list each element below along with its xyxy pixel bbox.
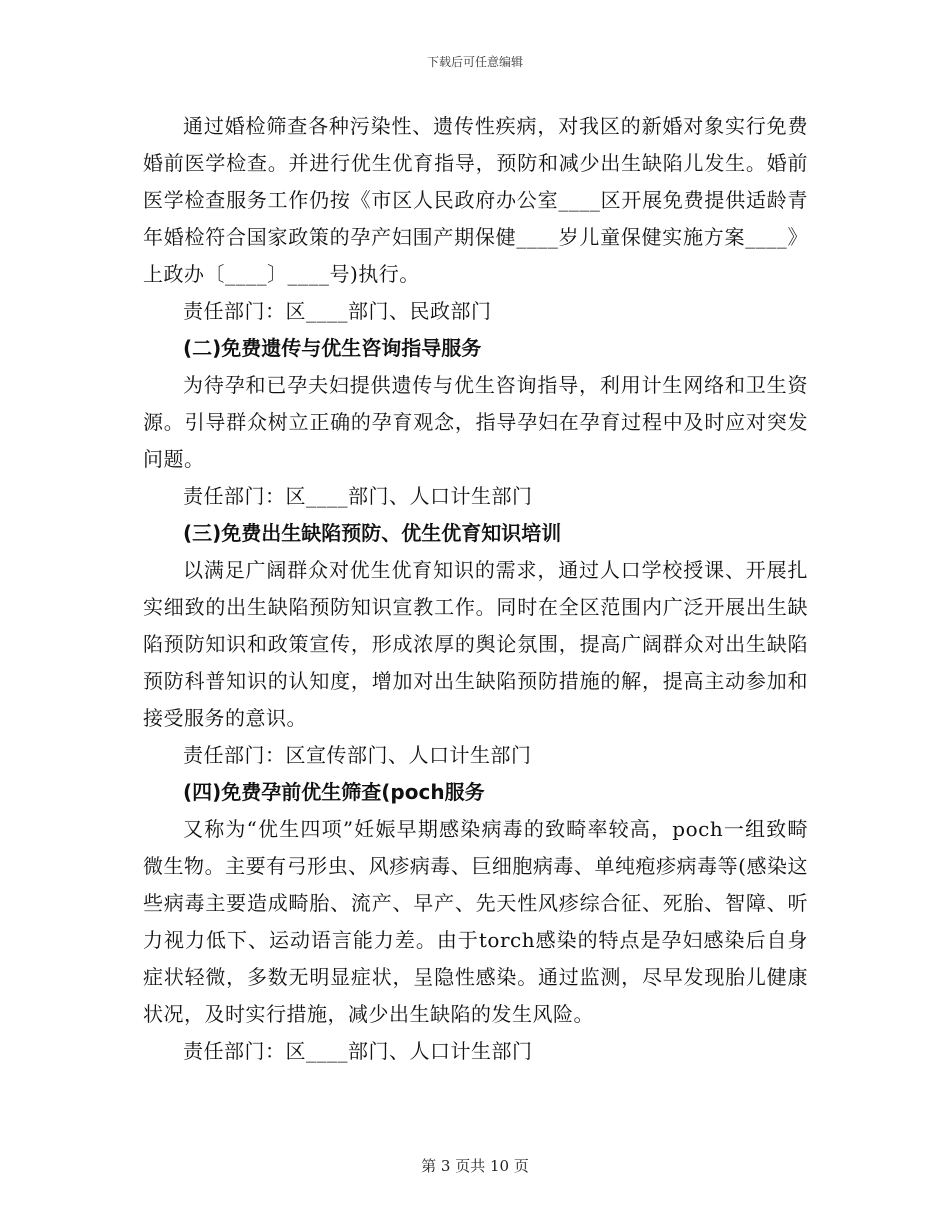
paragraph-premarital-exam: 通过婚检筛查各种污染性、遗传性疾病，对我区的新婚对象实行免费婚前医学检查。并进行优生优育指导，预防和减少出生缺陷儿发生。婚前医学检查服务工作仍按《市区人民政府办公室____区开展免费提供适龄青年婚检符合国家政策的孕产妇围产期保健____岁儿童保健实施方案____》上政办〔____〕____号)执行。 [143,114,808,286]
responsible-dept-3: 责任部门：区宣传部门、人口计生部门 [183,743,532,767]
section-heading-3: (三)免费出生缺陷预防、优生优育知识培训 [183,521,562,545]
paragraph-birth-defect-training: 以满足广阔群众对优生优育知识的需求，通过人口学校授课、开展扎实细致的出生缺陷预防知识宣教工作。同时在全区范围内广泛开展出生缺陷预防知识和政策宣传，形成浓厚的舆论氛围，提高广阔群众对出生缺陷预防科普知识的认知度，增加对出生缺陷预防措施的解，提高主动参加和接受服务的意识。 [143,558,808,730]
section-heading-4: (四)免费孕前优生筛查(poch服务 [183,780,485,804]
document-body [143,108,808,1070]
responsible-dept-1: 责任部门：区____部门、民政部门 [183,299,492,323]
paragraph-genetic-counseling: 为待孕和已孕夫妇提供遗传与优生咨询指导，利用计生网络和卫生资源。引导群众树立正确的孕育观念，指导孕妇在孕育过程中及时应对突发问题。 [143,373,808,471]
page-number: 第 3 页共 10 页 [421,1157,529,1175]
paragraph-prepregnancy-screening: 又称为“优生四项”妊娠早期感染病毒的致畸率较高，poch一组致畸微生物。主要有弓形虫、风疹病毒、巨细胞病毒、单纯疱疹病毒等(感染这些病毒主要造成畸胎、流产、早产、先天性风疹综合征、死胎、智障、听力视力低下、运动语言能力差。由于torch感染的特点是孕妇感染后自身症状轻微，多数无明显症状，呈隐性感染。通过监测，尽早发现胎儿健康状况，及时实行措施，减少出生缺陷的发生风险。 [143,817,808,1026]
responsible-dept-2: 责任部门：区____部门、人口计生部门 [183,484,533,508]
page-header-note: 下载后可任意编辑 [426,55,523,69]
responsible-dept-4: 责任部门：区____部门、人口计生部门 [183,1039,533,1063]
section-heading-2: (二)免费遗传与优生咨询指导服务 [183,336,482,360]
